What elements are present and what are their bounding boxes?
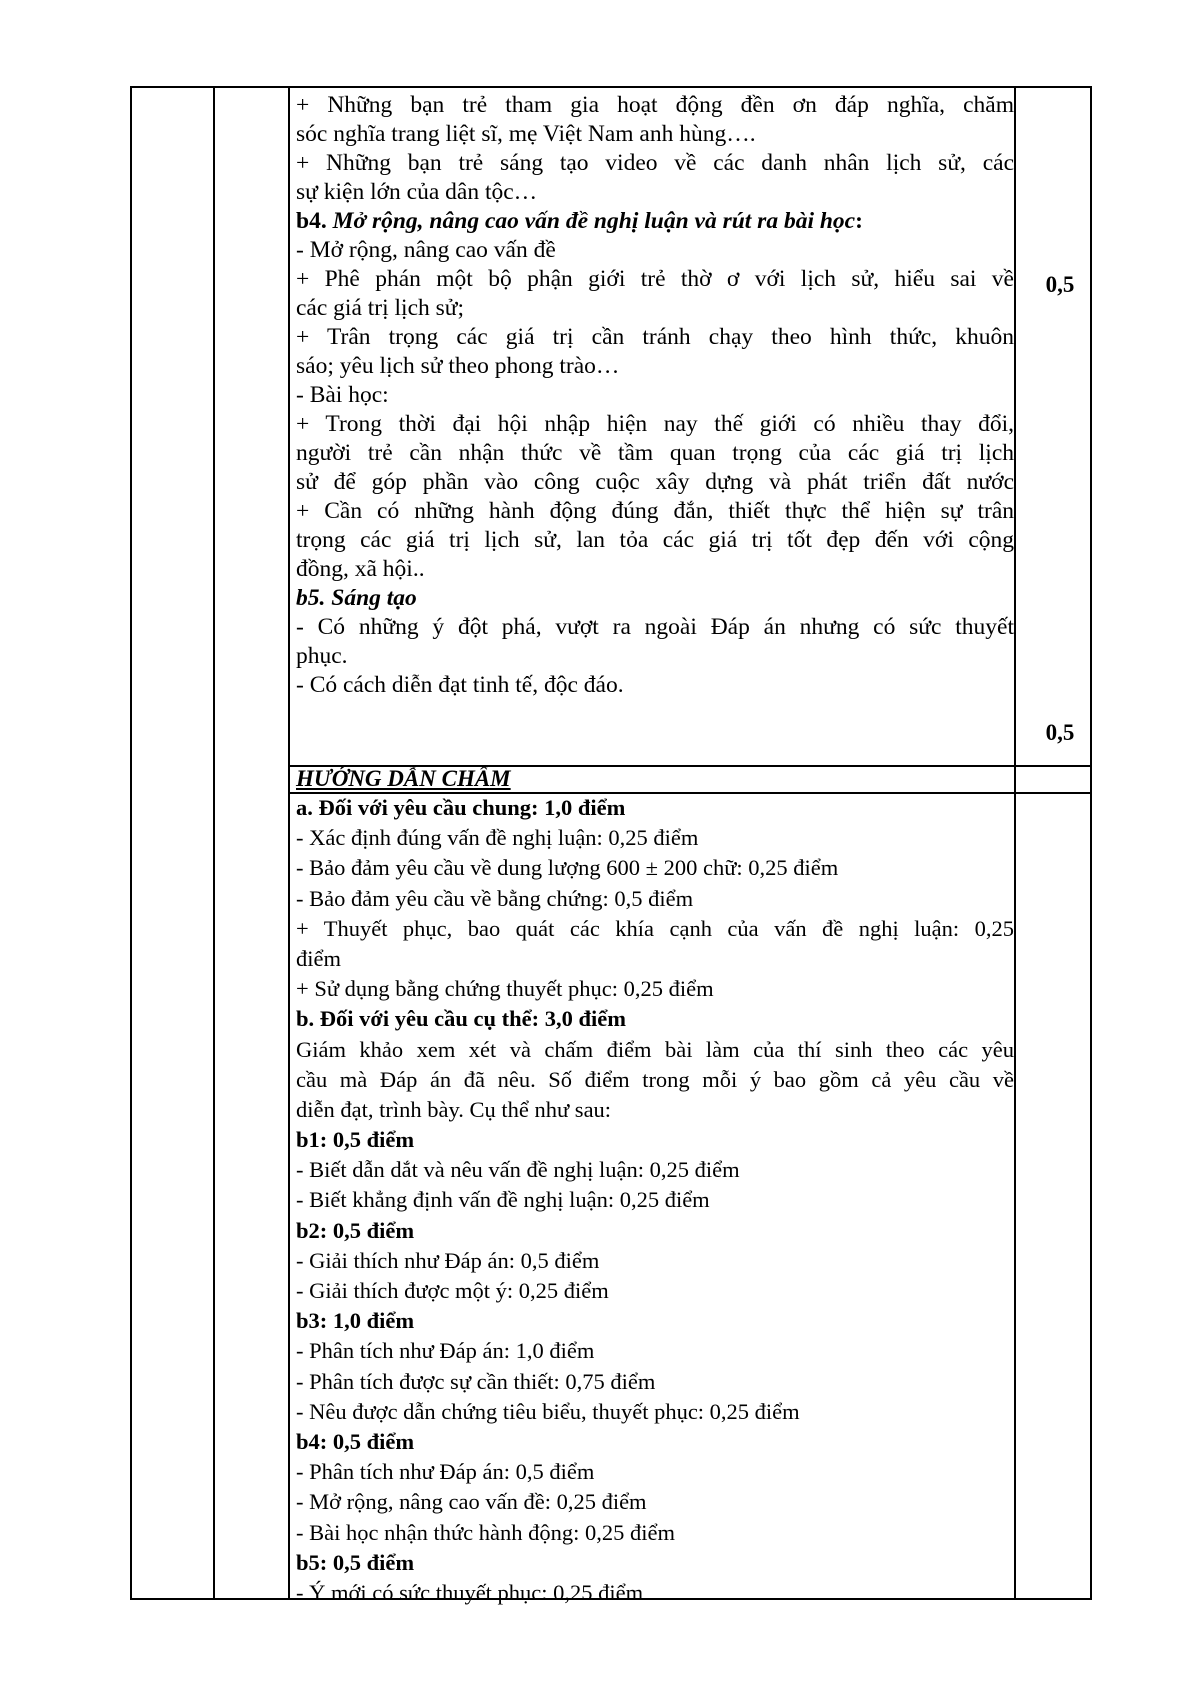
guide-line: b2: 0,5 điểm <box>296 1217 415 1243</box>
answer-line: đồng, xã hội.. <box>296 556 425 582</box>
guide-header: HƯỚNG DẪN CHẤM <box>296 766 511 791</box>
answer-line: các giá trị lịch sử; <box>296 295 465 321</box>
guide-line: a. Đối với yêu cầu chung: 1,0 điểm <box>296 795 626 820</box>
guide-line: b1: 0,5 điểm <box>296 1127 415 1153</box>
guide-line: b. Đối với yêu cầu cụ thể: 3,0 điểm <box>296 1006 626 1032</box>
guide-line: - Mở rộng, nâng cao vấn đề: 0,25 điểm <box>296 1489 647 1515</box>
score-b4: 0,5 <box>1045 272 1075 297</box>
guide-line: - Bài học nhận thức hành động: 0,25 điểm <box>296 1519 675 1545</box>
guide-line: cầu mà Đáp án đã nêu. Số điểm trong mỗi ý bao gồm cả yêu cầu về <box>296 1066 1014 1092</box>
guide-line: - Ý mới có sức thuyết phục: 0,25 điểm <box>296 1579 644 1605</box>
answer-line: sử để góp phần vào công cuộc xây dựng và phát triển đất nước <box>296 469 1014 495</box>
answer-line: + Trong thời đại hội nhập hiện nay thế giới có nhiều thay đổi, <box>296 411 1014 437</box>
answer-line: + Những bạn trẻ sáng tạo video về các danh nhân lịch sử, các <box>296 150 1014 176</box>
guide-line: - Nêu được dẫn chứng tiêu biểu, thuyết phục: 0,25 điểm <box>296 1398 800 1424</box>
table-top-border <box>130 86 1092 88</box>
guide-line: - Bảo đảm yêu cầu về dung lượng 600 ± 200 chữ: 0,25 điểm <box>296 855 839 881</box>
guide-line: b5: 0,5 điểm <box>296 1549 415 1575</box>
guide-line: - Biết khẳng định vấn đề nghị luận: 0,25 điểm <box>296 1187 710 1213</box>
b4-colon: : <box>855 208 863 234</box>
answer-line: - Mở rộng, nâng cao vấn đề <box>296 237 556 263</box>
guide-line: - Phân tích như Đáp án: 0,5 điểm <box>296 1459 595 1485</box>
answer-line: - Có những ý đột phá, vượt ra ngoài Đáp án nhưng có sức thuyết <box>296 614 1014 640</box>
table-left-border <box>130 86 132 1600</box>
guide-line: b4: 0,5 điểm <box>296 1428 415 1454</box>
answer-line: + Những bạn trẻ tham gia hoạt động đền ơn đáp nghĩa, chăm <box>296 92 1014 118</box>
guide-line: + Thuyết phục, bao quát các khía cạnh của vấn đề nghị luận: 0,25 <box>296 915 1014 941</box>
guide-line: - Phân tích như Đáp án: 1,0 điểm <box>296 1338 595 1364</box>
guide-line: - Giải thích được một ý: 0,25 điểm <box>296 1278 609 1303</box>
guide-line: - Biết dẫn dắt và nêu vấn đề nghị luận: 0,25 điểm <box>296 1157 740 1183</box>
b4-title: Mở rộng, nâng cao vấn đề nghị luận và rút ra bài học <box>332 208 856 234</box>
guide-line: diễn đạt, trình bày. Cụ thể như sau: <box>296 1096 612 1122</box>
guide-line: - Xác định đúng vấn đề nghị luận: 0,25 điểm <box>296 825 699 851</box>
guide-line: điểm <box>296 945 341 971</box>
grading-guide-content <box>296 793 1014 1608</box>
answer-line: trọng các giá trị lịch sử, lan tỏa các giá trị tốt đẹp đến với cộng <box>296 527 1014 553</box>
guide-line: + Sử dụng bằng chứng thuyết phục: 0,25 điểm <box>296 976 714 1002</box>
column-divider-3 <box>1014 86 1016 1600</box>
answer-line: sóc nghĩa trang liệt sĩ, mẹ Việt Nam anh hùng…. <box>296 121 756 147</box>
column-divider-2 <box>288 86 290 1600</box>
guide-line: - Bảo đảm yêu cầu về bằng chứng: 0,5 điểm <box>296 885 694 911</box>
answer-line <box>296 207 1014 236</box>
answer-line: - Có cách diễn đạt tinh tế, độc đáo. <box>296 672 624 698</box>
guide-line: - Giải thích như Đáp án: 0,5 điểm <box>296 1247 600 1273</box>
guide-line: b3: 1,0 điểm <box>296 1308 415 1334</box>
answer-line: sự kiện lớn của dân tộc… <box>296 179 538 205</box>
answer-line: người trẻ cần nhận thức về tầm quan trọng của các giá trị lịch <box>296 440 1014 466</box>
answer-line: b5. Sáng tạo <box>296 585 417 611</box>
answer-line: + Trân trọng các giá trị cần tránh chạy theo hình thức, khuôn <box>296 324 1014 350</box>
answer-line: - Bài học: <box>296 382 389 408</box>
answer-line: phục. <box>296 643 348 669</box>
table-right-border <box>1090 86 1092 1600</box>
answer-line: + Cần có những hành động đúng đắn, thiết thực thể hiện sự trân <box>296 498 1014 524</box>
guide-line: - Phân tích được sự cần thiết: 0,75 điểm <box>296 1368 656 1394</box>
guide-line: Giám khảo xem xét và chấm điểm bài làm của thí sinh theo các yêu <box>296 1036 1014 1062</box>
argument-content <box>296 91 1014 700</box>
b4-label: b4. <box>296 208 333 234</box>
answer-line: sáo; yêu lịch sử theo phong trào… <box>296 353 620 379</box>
column-divider-1 <box>213 86 215 1600</box>
answer-line: + Phê phán một bộ phận giới trẻ thờ ơ với lịch sử, hiểu sai về <box>296 266 1014 292</box>
score-b5: 0,5 <box>1045 720 1075 745</box>
